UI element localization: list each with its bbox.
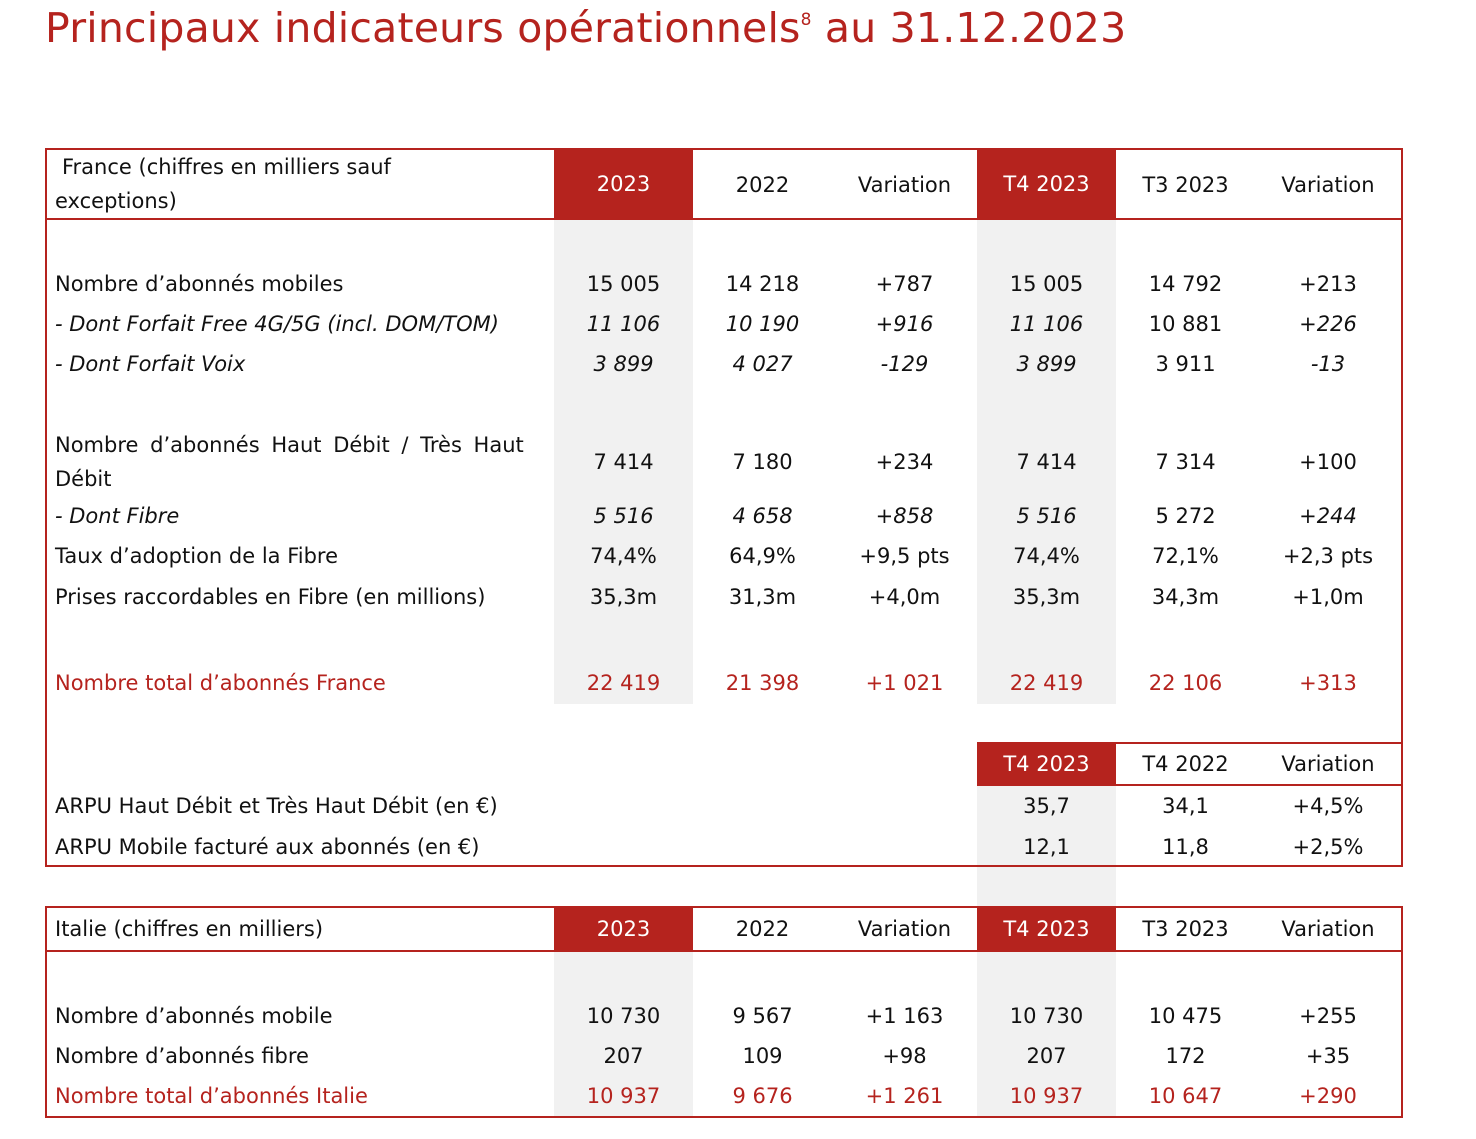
cell: 9 567 bbox=[732, 1004, 793, 1028]
cell: 10 881 bbox=[1148, 312, 1223, 336]
cell: 7 180 bbox=[732, 450, 793, 474]
cell: 34,1 bbox=[1162, 794, 1209, 818]
cell: 10 730 bbox=[586, 1004, 661, 1028]
cell: 172 bbox=[1165, 1044, 1206, 1068]
cell: -129 bbox=[880, 352, 929, 376]
france-col-variation: Variation bbox=[857, 173, 952, 197]
row-label: Nombre d’abonnés Haut Débit / Très Haut bbox=[55, 433, 524, 457]
total-cell: +290 bbox=[1299, 1084, 1357, 1108]
france-left-border bbox=[45, 218, 47, 867]
total-cell: 21 398 bbox=[725, 671, 800, 695]
cell: 3 899 bbox=[593, 352, 654, 376]
france-bottom-border bbox=[45, 865, 1403, 867]
france-header-label-2: exceptions) bbox=[55, 189, 177, 213]
cell: 7 414 bbox=[593, 450, 654, 474]
cell: 35,3m bbox=[589, 585, 658, 609]
total-cell: 10 647 bbox=[1148, 1084, 1223, 1108]
cell: +916 bbox=[875, 312, 934, 336]
cell: +100 bbox=[1299, 450, 1357, 474]
cell: 11 106 bbox=[1009, 312, 1084, 336]
cell: 10 190 bbox=[725, 312, 800, 336]
cell: 7 414 bbox=[1016, 450, 1077, 474]
cell: +2,5% bbox=[1292, 835, 1364, 859]
cell: +234 bbox=[875, 450, 934, 474]
cell: +1 163 bbox=[865, 1004, 944, 1028]
cell: +4,5% bbox=[1292, 794, 1364, 818]
row-label: - Dont Forfait Voix bbox=[55, 352, 246, 376]
row-label: Prises raccordables en Fibre (en millions) bbox=[55, 585, 486, 609]
total-cell: 10 937 bbox=[1009, 1084, 1084, 1108]
italie-col-variation-q: Variation bbox=[1281, 917, 1375, 941]
cell: 64,9% bbox=[729, 544, 796, 568]
cell: 74,4% bbox=[1013, 544, 1080, 568]
italie-col-2022: 2022 bbox=[735, 917, 790, 941]
cell: 14 218 bbox=[725, 272, 800, 296]
total-cell: 10 937 bbox=[586, 1084, 661, 1108]
france-col-2023: 2023 bbox=[554, 150, 693, 218]
cell: 10 730 bbox=[1009, 1004, 1084, 1028]
cell: 11 106 bbox=[586, 312, 661, 336]
shade-gap-t4 bbox=[977, 866, 1116, 906]
total-cell: +1 021 bbox=[865, 671, 944, 695]
cell: 74,4% bbox=[590, 544, 657, 568]
cell: 34,3m bbox=[1151, 585, 1220, 609]
total-cell: +313 bbox=[1299, 671, 1357, 695]
cell: 14 792 bbox=[1148, 272, 1223, 296]
italie-col-t4-2023: T4 2023 bbox=[977, 908, 1116, 950]
arpu-row-label: ARPU Mobile facturé aux abonnés (en €) bbox=[55, 835, 480, 859]
title-suffix: au 31.12.2023 bbox=[824, 4, 1127, 52]
france-col-2022: 2022 bbox=[735, 173, 790, 197]
cell: 109 bbox=[742, 1044, 783, 1068]
cell: +9,5 pts bbox=[859, 544, 950, 568]
row-label: Nombre d’abonnés mobiles bbox=[55, 272, 344, 296]
arpu-col-variation: Variation bbox=[1281, 752, 1375, 776]
italie-col-t3-2023: T3 2023 bbox=[1142, 917, 1229, 941]
cell: +858 bbox=[875, 504, 934, 528]
cell: 207 bbox=[603, 1044, 644, 1068]
arpu-col-t4-2022: T4 2022 bbox=[1142, 752, 1229, 776]
france-right-border bbox=[1401, 218, 1403, 867]
cell: 15 005 bbox=[1009, 272, 1084, 296]
cell: 31,3m bbox=[728, 585, 797, 609]
cell: 5 516 bbox=[1016, 504, 1077, 528]
cell: 35,7 bbox=[1023, 794, 1070, 818]
title-text: Principaux indicateurs opérationnels bbox=[45, 4, 801, 52]
cell: +2,3 pts bbox=[1282, 544, 1374, 568]
row-label: - Dont Forfait Free 4G/5G (incl. DOM/TOM) bbox=[55, 312, 499, 336]
cell: 12,1 bbox=[1023, 835, 1070, 859]
cell: 10 475 bbox=[1148, 1004, 1223, 1028]
italie-col-variation: Variation bbox=[857, 917, 952, 941]
cell: +244 bbox=[1299, 504, 1357, 528]
total-label: Nombre total d’abonnés Italie bbox=[55, 1084, 368, 1108]
italie-header-bottom bbox=[45, 950, 1403, 952]
total-cell: 22 419 bbox=[586, 671, 661, 695]
italie-col-2023: 2023 bbox=[554, 908, 693, 950]
france-col-variation-q: Variation bbox=[1281, 173, 1375, 197]
france-col-t4-2023: T4 2023 bbox=[977, 150, 1116, 218]
cell: +226 bbox=[1299, 312, 1357, 336]
cell: 11,8 bbox=[1162, 835, 1209, 859]
cell: 3 911 bbox=[1155, 352, 1216, 376]
arpu-row-label: ARPU Haut Débit et Très Haut Débit (en €) bbox=[55, 794, 498, 818]
cell: +98 bbox=[882, 1044, 927, 1068]
cell: 5 272 bbox=[1155, 504, 1216, 528]
cell: +787 bbox=[875, 272, 934, 296]
arpu-col-t4-2023: T4 2023 bbox=[977, 744, 1116, 784]
cell: 3 899 bbox=[1016, 352, 1077, 376]
france-col-t3-2023: T3 2023 bbox=[1142, 173, 1229, 197]
cell: +1,0m bbox=[1292, 585, 1364, 609]
italie-header-label: Italie (chiffres en milliers) bbox=[55, 917, 324, 941]
france-header-label: France (chiffres en milliers sauf bbox=[62, 155, 391, 179]
total-cell: 22 106 bbox=[1148, 671, 1223, 695]
row-label: - Dont Fibre bbox=[55, 504, 180, 528]
cell: +255 bbox=[1299, 1004, 1357, 1028]
cell: 4 658 bbox=[732, 504, 793, 528]
cell: -13 bbox=[1310, 352, 1346, 376]
cell: 35,3m bbox=[1012, 585, 1081, 609]
arpu-header-bottom bbox=[977, 784, 1403, 786]
total-cell: 9 676 bbox=[732, 1084, 793, 1108]
row-label-2: Débit bbox=[55, 467, 112, 491]
cell: +4,0m bbox=[868, 585, 941, 609]
row-label: Taux d’adoption de la Fibre bbox=[55, 544, 339, 568]
title-footnote: 8 bbox=[800, 10, 812, 30]
total-cell: +1 261 bbox=[865, 1084, 944, 1108]
cell: +213 bbox=[1299, 272, 1357, 296]
cell: 7 314 bbox=[1155, 450, 1216, 474]
cell: 15 005 bbox=[586, 272, 661, 296]
cell: 5 516 bbox=[593, 504, 654, 528]
cell: 4 027 bbox=[732, 352, 793, 376]
cell: +35 bbox=[1305, 1044, 1351, 1068]
total-label: Nombre total d’abonnés France bbox=[55, 671, 386, 695]
cell: 207 bbox=[1026, 1044, 1067, 1068]
total-cell: 22 419 bbox=[1009, 671, 1084, 695]
row-label: Nombre d’abonnés fibre bbox=[55, 1044, 309, 1068]
cell: 72,1% bbox=[1152, 544, 1219, 568]
page-title bbox=[45, 4, 1126, 52]
row-label: Nombre d’abonnés mobile bbox=[55, 1004, 333, 1028]
